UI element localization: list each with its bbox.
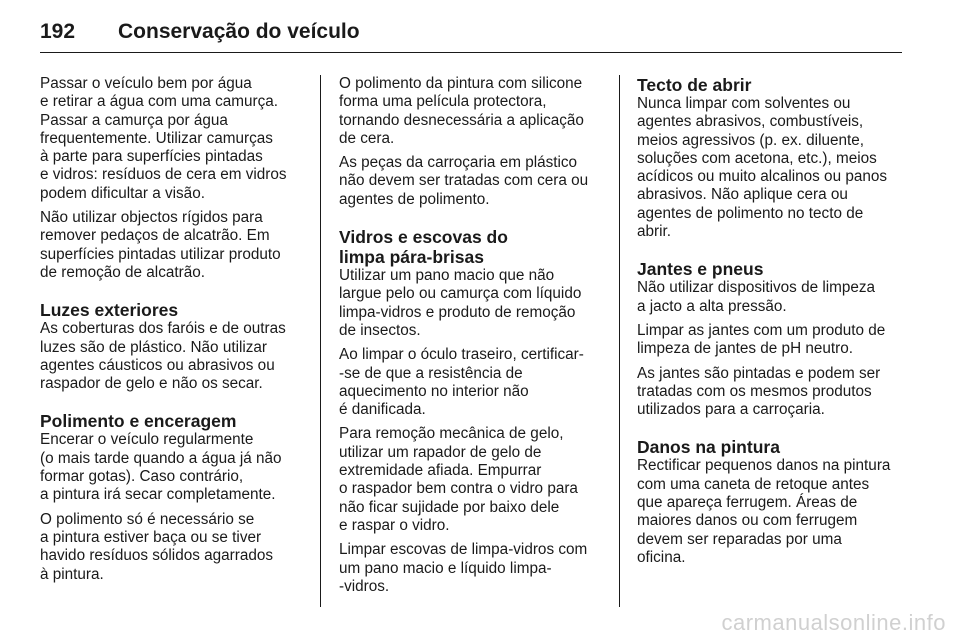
text-line: tornando desnecessária a aplicação: [339, 111, 584, 129]
text-line: As peças da carroçaria em plástico: [339, 154, 578, 172]
text-line: com uma caneta de retoque antes: [637, 475, 870, 493]
text-line: Encerar o veículo regularmente: [40, 431, 254, 449]
text-line: a jacto a alta pressão.: [637, 297, 787, 315]
page-number: 192: [40, 20, 76, 43]
text-line: de insectos.: [339, 321, 421, 339]
text-line: acídicos ou muito alcalinos ou panos: [637, 168, 888, 186]
paragraph: [339, 425, 611, 535]
text-line: e raspar o vidro.: [339, 516, 450, 534]
text-line: Ao limpar o óculo traseiro, certificar-: [339, 346, 584, 364]
column-3: [637, 75, 905, 573]
paragraph: [40, 431, 312, 504]
paragraph: [339, 75, 611, 148]
section-tecto-de-abrir: [637, 75, 905, 241]
text-line: -vidros.: [339, 577, 390, 595]
text-line: As jantes são pintadas e podem ser: [637, 364, 881, 382]
text-line: o raspador bem contra o vidro para: [339, 480, 578, 498]
column-1: [40, 75, 312, 590]
section-danos-na-pintura: [637, 437, 905, 567]
text-line: podem dificultar a visão.: [40, 184, 205, 202]
text-line: e vidros: resíduos de cera em vidros: [40, 166, 287, 184]
text-line: agentes abrasivos, combustíveis,: [637, 113, 864, 131]
text-line: limpeza de jantes de pH neutro.: [637, 340, 853, 358]
text-line: Não utilizar objectos rígidos para: [40, 209, 263, 227]
text-line: Para remoção mecânica de gelo,: [339, 425, 564, 443]
paragraph: [637, 322, 905, 359]
text-line: Nunca limpar com solventes ou: [637, 95, 851, 112]
text-line: -se de que a resistência de: [339, 364, 523, 382]
page-header: [40, 14, 902, 53]
text-line: soluções com acetona, etc.), meios: [637, 149, 877, 167]
text-line: à parte para superfícies pintadas: [40, 148, 263, 166]
text-line: Vidros e escovas do: [339, 227, 508, 248]
section-luzes-exteriores: [40, 300, 312, 393]
section-heading: Jantes e pneus: [637, 259, 764, 280]
page-title: Conservação do veículo: [118, 20, 360, 43]
column-divider-1: [320, 75, 321, 607]
section-jantes-e-pneus: [637, 259, 905, 419]
text-line: agentes de polimento.: [339, 190, 490, 208]
paragraph: [40, 209, 312, 282]
paragraph: [40, 320, 312, 393]
watermark: carmanualsonline.info: [721, 610, 946, 635]
section-heading: Polimento e enceragem: [40, 411, 237, 432]
section-heading: Luzes exteriores: [40, 300, 179, 321]
section-heading: Tecto de abrir: [637, 75, 752, 95]
text-line: a pintura estiver baça ou se tiver: [40, 528, 262, 546]
text-line: extremidade afiada. Empurrar: [339, 462, 542, 480]
text-line: oficina.: [637, 548, 686, 566]
text-line: forma uma película protectora,: [339, 93, 547, 111]
text-line: Limpar escovas de limpa-vidros com: [339, 541, 588, 559]
text-line: aquecimento no interior não: [339, 382, 529, 400]
text-line: agentes cáusticos ou abrasivos ou: [40, 356, 275, 374]
text-line: largue pelo ou camurça com líquido: [339, 285, 582, 303]
paragraph: [339, 541, 611, 596]
text-line: é danificada.: [339, 401, 426, 419]
text-line: a pintura irá secar completamente.: [40, 486, 276, 504]
paragraph: [637, 457, 905, 567]
text-line: devem ser reparadas por uma: [637, 530, 842, 548]
text-line: não devem ser tratadas com cera ou: [339, 172, 589, 190]
text-line: raspador de gelo e não os secar.: [40, 375, 263, 393]
text-line: abrasivos. Não aplique cera ou: [637, 186, 848, 204]
section-heading: Danos na pintura: [637, 437, 780, 458]
paragraph: [637, 95, 905, 241]
text-line: frequentemente. Utilizar camurças: [40, 129, 273, 147]
section-heading: [339, 227, 611, 267]
text-line: Limpar as jantes com um produto de: [637, 321, 886, 339]
column-2: [339, 75, 611, 602]
text-line: à pintura.: [40, 565, 104, 583]
text-line: Utilizar um pano macio que não: [339, 267, 555, 285]
text-line: O polimento da pintura com silicone: [339, 75, 583, 92]
text-line: não ficar sujidade por baixo dele: [339, 498, 560, 516]
text-line: maiores danos ou com ferrugem: [637, 512, 858, 530]
text-line: utilizados para a carroçaria.: [637, 401, 825, 419]
text-line: e retirar a água com uma camurça.: [40, 93, 279, 111]
text-line: agentes de polimento no tecto de: [637, 204, 864, 222]
paragraph: [40, 511, 312, 584]
text-line: que apareça ferrugem. Áreas de: [637, 494, 858, 512]
column-divider-2: [619, 75, 620, 607]
text-line: um pano macio e líquido limpa-: [339, 559, 552, 577]
section-polimento-enceragem: [40, 411, 312, 583]
text-line: abrir.: [637, 223, 672, 241]
text-line: (o mais tarde quando a água já não: [40, 449, 282, 467]
text-line: de remoção de alcatrão.: [40, 263, 205, 281]
text-line: O polimento só é necessário se: [40, 510, 255, 528]
paragraph: [339, 267, 611, 340]
text-line: As coberturas dos faróis e de outras: [40, 320, 286, 338]
text-line: de cera.: [339, 129, 395, 147]
text-line: formar gotas). Caso contrário,: [40, 468, 244, 486]
text-line: remover pedaços de alcatrão. Em: [40, 227, 270, 245]
text-line: havido resíduos sólidos agarrados: [40, 547, 273, 565]
section-vidros-escovas: [339, 227, 611, 596]
paragraph: [339, 346, 611, 419]
paragraph: [637, 279, 905, 316]
text-line: utilizar um rapador de gelo de: [339, 443, 542, 461]
text-line: tratadas com os mesmos produtos: [637, 382, 872, 400]
text-line: limpa-vidros e produto de remoção: [339, 303, 576, 321]
text-line: Passar a camurça por água: [40, 111, 228, 129]
text-line: limpa pára-brisas: [339, 247, 484, 268]
paragraph: [40, 75, 312, 203]
text-line: Rectificar pequenos danos na pintura: [637, 457, 891, 475]
text-line: Passar o veículo bem por água: [40, 75, 252, 92]
paragraph: [339, 154, 611, 209]
text-line: meios agressivos (p. ex. diluente,: [637, 131, 865, 149]
paragraph: [637, 365, 905, 420]
text-line: superfícies pintadas utilizar produto: [40, 245, 281, 263]
text-line: Não utilizar dispositivos de limpeza: [637, 279, 876, 297]
text-line: luzes são de plástico. Não utilizar: [40, 338, 268, 356]
